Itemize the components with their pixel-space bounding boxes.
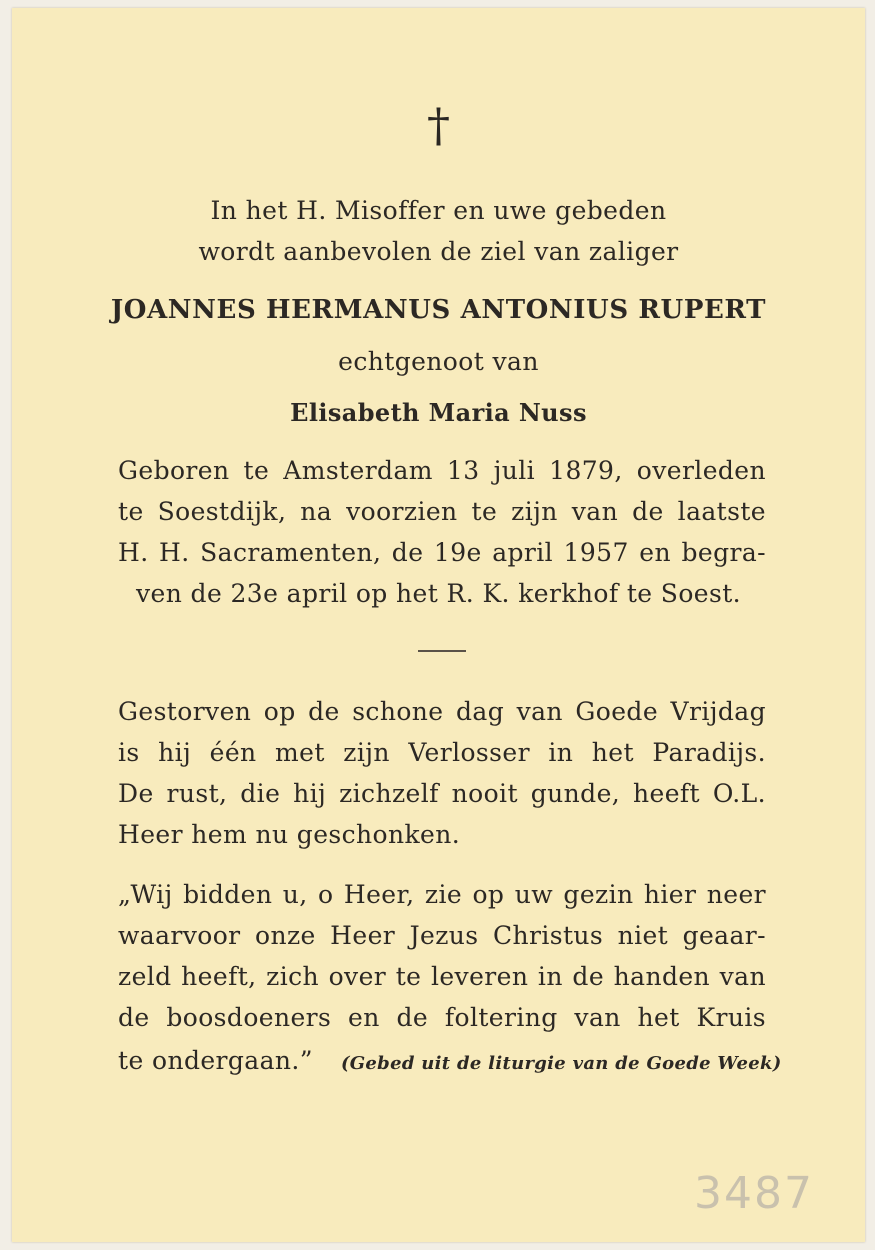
- relation-text: echtgenoot van: [338, 347, 539, 376]
- prayer-closing: te ondergaan.”: [118, 1046, 313, 1075]
- prayer-line-1: „Wij bidden u, o Heer, zie op uw gezin hier neer: [118, 880, 766, 909]
- reflection-line-4: Heer hem nu geschonken.: [118, 820, 461, 849]
- bio-line-1: Geboren te Amsterdam 13 juli 1879, overleden: [118, 456, 766, 485]
- cross-symbol: †: [427, 98, 450, 152]
- bio-line-3: H. H. Sacramenten, de 19e april 1957 en begra-: [118, 538, 766, 567]
- spouse-name: Elisabeth Maria Nuss: [290, 398, 587, 427]
- divider: [418, 650, 466, 652]
- memorial-card: [12, 8, 865, 1242]
- archive-number: 3487: [694, 1168, 814, 1219]
- prayer-source: (Gebed uit de liturgie van de Goede Week): [340, 1053, 782, 1074]
- prayer-line-5: [118, 1046, 782, 1079]
- bio-line-2: te Soestdijk, na voorzien te zijn van de laatste: [118, 497, 766, 526]
- deceased-name: JOANNES HERMANUS ANTONIUS RUPERT: [110, 295, 767, 325]
- reflection-line-2: is hij één met zijn Verlosser in het Paradijs.: [118, 738, 766, 767]
- reflection-line-3: De rust, die hij zichzelf nooit gunde, heeft O.L.: [118, 779, 766, 808]
- prayer-line-2: waarvoor onze Heer Jezus Christus niet geaar-: [118, 921, 766, 950]
- bio-line-4: ven de 23e april op het R. K. kerkhof te Soest.: [135, 579, 742, 608]
- prayer-line-3: zeld heeft, zich over te leveren in de handen van: [118, 962, 766, 991]
- intro-line-1: In het H. Misoffer en uwe gebeden: [210, 196, 667, 225]
- prayer-line-4: de boosdoeners en de foltering van het Kruis: [118, 1003, 766, 1032]
- intro-line-2: wordt aanbevolen de ziel van zaliger: [198, 237, 679, 266]
- reflection-line-1: Gestorven op de schone dag van Goede Vrijdag: [118, 697, 766, 726]
